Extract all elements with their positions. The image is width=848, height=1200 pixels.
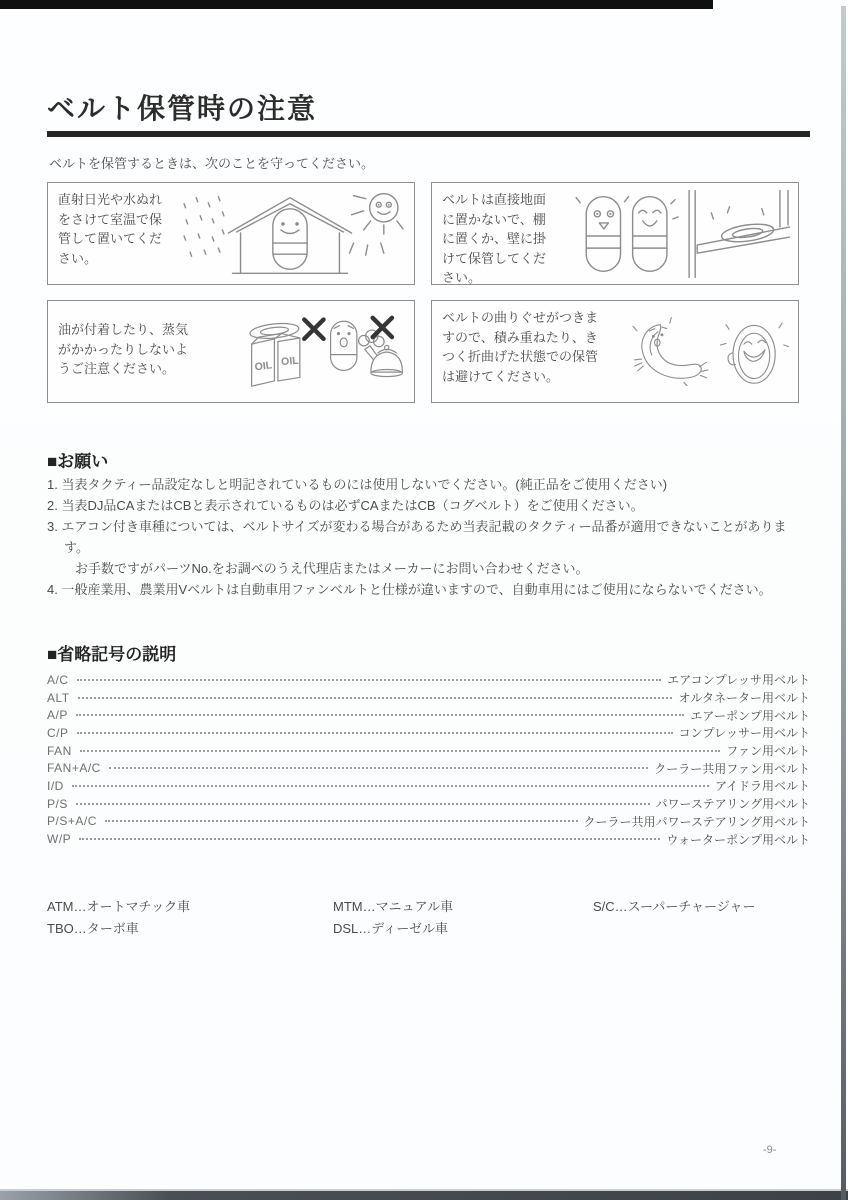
abbr-code: P/S+A/C bbox=[47, 814, 97, 829]
abbr-row bbox=[47, 742, 810, 760]
abbr-row bbox=[47, 830, 810, 848]
vehicle-abbr-column-2 bbox=[333, 896, 453, 940]
precaution-box-oil-steam bbox=[47, 300, 415, 403]
abbr-description: エアコンプレッサ用ベルト bbox=[667, 673, 810, 688]
request-item-3-continuation: お手数ですがパーツNo.をお調べのうえ代理店またはメーカーにお問い合わせください。 bbox=[75, 561, 589, 576]
belts-wall-shelf-illustration bbox=[560, 190, 790, 278]
abbr-row bbox=[47, 706, 810, 724]
scan-edge-bottom bbox=[0, 1191, 848, 1200]
precaution-text: 直射日光や水ぬれをさけて室温で保管して置いてください。 bbox=[58, 192, 163, 266]
abbr-code: P/S bbox=[47, 796, 68, 811]
abbr-code: FAN+A/C bbox=[47, 761, 101, 776]
page-title: ベルト保管時の注意 bbox=[47, 93, 318, 124]
oil-can-label: OIL bbox=[280, 354, 300, 369]
vehicle-abbr: S/C…スーパーチャージャー bbox=[593, 899, 756, 914]
dotted-leader bbox=[77, 679, 662, 681]
precaution-box-shelf-wall bbox=[431, 182, 799, 285]
abbr-description: ウォーターポンプ用ベルト bbox=[666, 832, 810, 847]
abbr-row bbox=[47, 689, 810, 707]
dotted-leader bbox=[78, 697, 673, 699]
request-list bbox=[47, 474, 810, 600]
abbr-description: クーラー共用パワーステアリング用ベルト bbox=[583, 814, 810, 829]
item-number: 1. bbox=[47, 477, 58, 492]
item-text: 当表DJ品CAまたはCBと表示されているものは必ずCAまたはCB（コグベルト）をご使用ください。 bbox=[61, 498, 644, 513]
abbr-description: コンプレッサー用ベルト bbox=[678, 726, 810, 741]
dotted-leader bbox=[76, 714, 685, 716]
abbr-description: アイドラ用ベルト bbox=[715, 779, 810, 794]
dotted-leader bbox=[80, 750, 720, 752]
dotted-leader bbox=[109, 767, 648, 769]
abbr-row bbox=[47, 813, 810, 831]
dotted-leader bbox=[72, 785, 709, 787]
precaution-text: ベルトは直接地面に置かないで、棚に置くか、壁に掛けて保管してください。 bbox=[442, 192, 547, 285]
request-item-3 bbox=[47, 516, 810, 558]
abbr-code: A/C bbox=[47, 672, 69, 687]
vehicle-abbr: DSL…ディーゼル車 bbox=[333, 921, 448, 936]
item-text: 当表タクティー品設定なしと明記されているものには使用しないでください。(純正品をご使用ください) bbox=[61, 477, 668, 492]
scan-edge-right bbox=[841, 6, 846, 1200]
item-text: 一般産業用、農業用Vベルトは自動車用ファンベルトと仕様が違いますので、自動車用にはご使用にならないでください。 bbox=[61, 582, 772, 597]
precaution-box-sunlight-water bbox=[47, 182, 415, 285]
request-item-1 bbox=[47, 474, 810, 495]
request-item-4 bbox=[47, 579, 810, 600]
abbr-code: W/P bbox=[47, 832, 72, 847]
bent-belt-happy-belt-illustration bbox=[612, 308, 790, 396]
dotted-leader bbox=[79, 838, 660, 840]
intro-text: ベルトを保管するときは、次のことを守ってください。 bbox=[49, 156, 375, 171]
vehicle-abbr: ATM…オートマチック車 bbox=[47, 899, 191, 914]
abbr-description: パワーステアリング用ベルト bbox=[655, 797, 810, 812]
abbr-row bbox=[47, 671, 810, 689]
item-text: エアコン付き車種については、ベルトサイズが変わる場合があるため当表記載のタクティー品番が適用できないことがあります。 bbox=[61, 519, 787, 555]
abbr-row bbox=[47, 759, 810, 777]
scan-edge-top bbox=[0, 0, 713, 9]
abbr-row bbox=[47, 724, 810, 742]
abbr-code: FAN bbox=[47, 743, 72, 758]
abbr-description: クーラー共用ファン用ベルト bbox=[654, 761, 810, 776]
abbreviation-list bbox=[47, 671, 810, 848]
precaution-box-bending bbox=[431, 300, 799, 403]
abbr-description: オルタネーター用ベルト bbox=[678, 691, 810, 706]
vehicle-abbr-column-1 bbox=[47, 896, 190, 940]
abbr-description: エアーポンプ用ベルト bbox=[690, 708, 810, 723]
item-number: 2. bbox=[47, 498, 58, 513]
request-section-heading: ■お願い bbox=[47, 452, 109, 471]
oil-kettle-crossed-illustration bbox=[206, 308, 406, 396]
abbr-row bbox=[47, 795, 810, 813]
precaution-boxes bbox=[47, 182, 810, 403]
abbr-row bbox=[47, 777, 810, 795]
vehicle-abbr: TBO…ターボ車 bbox=[47, 921, 139, 936]
dotted-leader bbox=[76, 803, 650, 805]
rain-house-sun-illustration bbox=[176, 190, 406, 278]
title-underline bbox=[47, 131, 810, 137]
page-number: -9- bbox=[763, 1144, 777, 1156]
oil-can-label: OIL bbox=[254, 359, 273, 374]
dotted-leader bbox=[105, 820, 578, 822]
abbr-code: A/P bbox=[47, 708, 68, 723]
item-number: 3. bbox=[47, 519, 58, 534]
precaution-text: 油が付着したり、蒸気がかかったりしないようご注意ください。 bbox=[58, 322, 189, 376]
abbr-code: ALT bbox=[47, 690, 70, 705]
precaution-text: ベルトの曲りぐせがつきますので、積み重ねたり、きつく折曲げた状態での保管は避けてください。 bbox=[442, 310, 599, 384]
item-number: 4. bbox=[47, 582, 58, 597]
vehicle-abbr-column-3 bbox=[593, 896, 755, 918]
abbreviation-section-heading: ■省略記号の説明 bbox=[47, 645, 177, 664]
abbr-description: ファン用ベルト bbox=[726, 744, 810, 759]
dotted-leader bbox=[77, 732, 673, 734]
abbr-code: C/P bbox=[47, 725, 69, 740]
vehicle-abbr: MTM…マニュアル車 bbox=[333, 899, 454, 914]
request-item-2 bbox=[47, 495, 810, 516]
abbr-code: I/D bbox=[47, 778, 64, 793]
